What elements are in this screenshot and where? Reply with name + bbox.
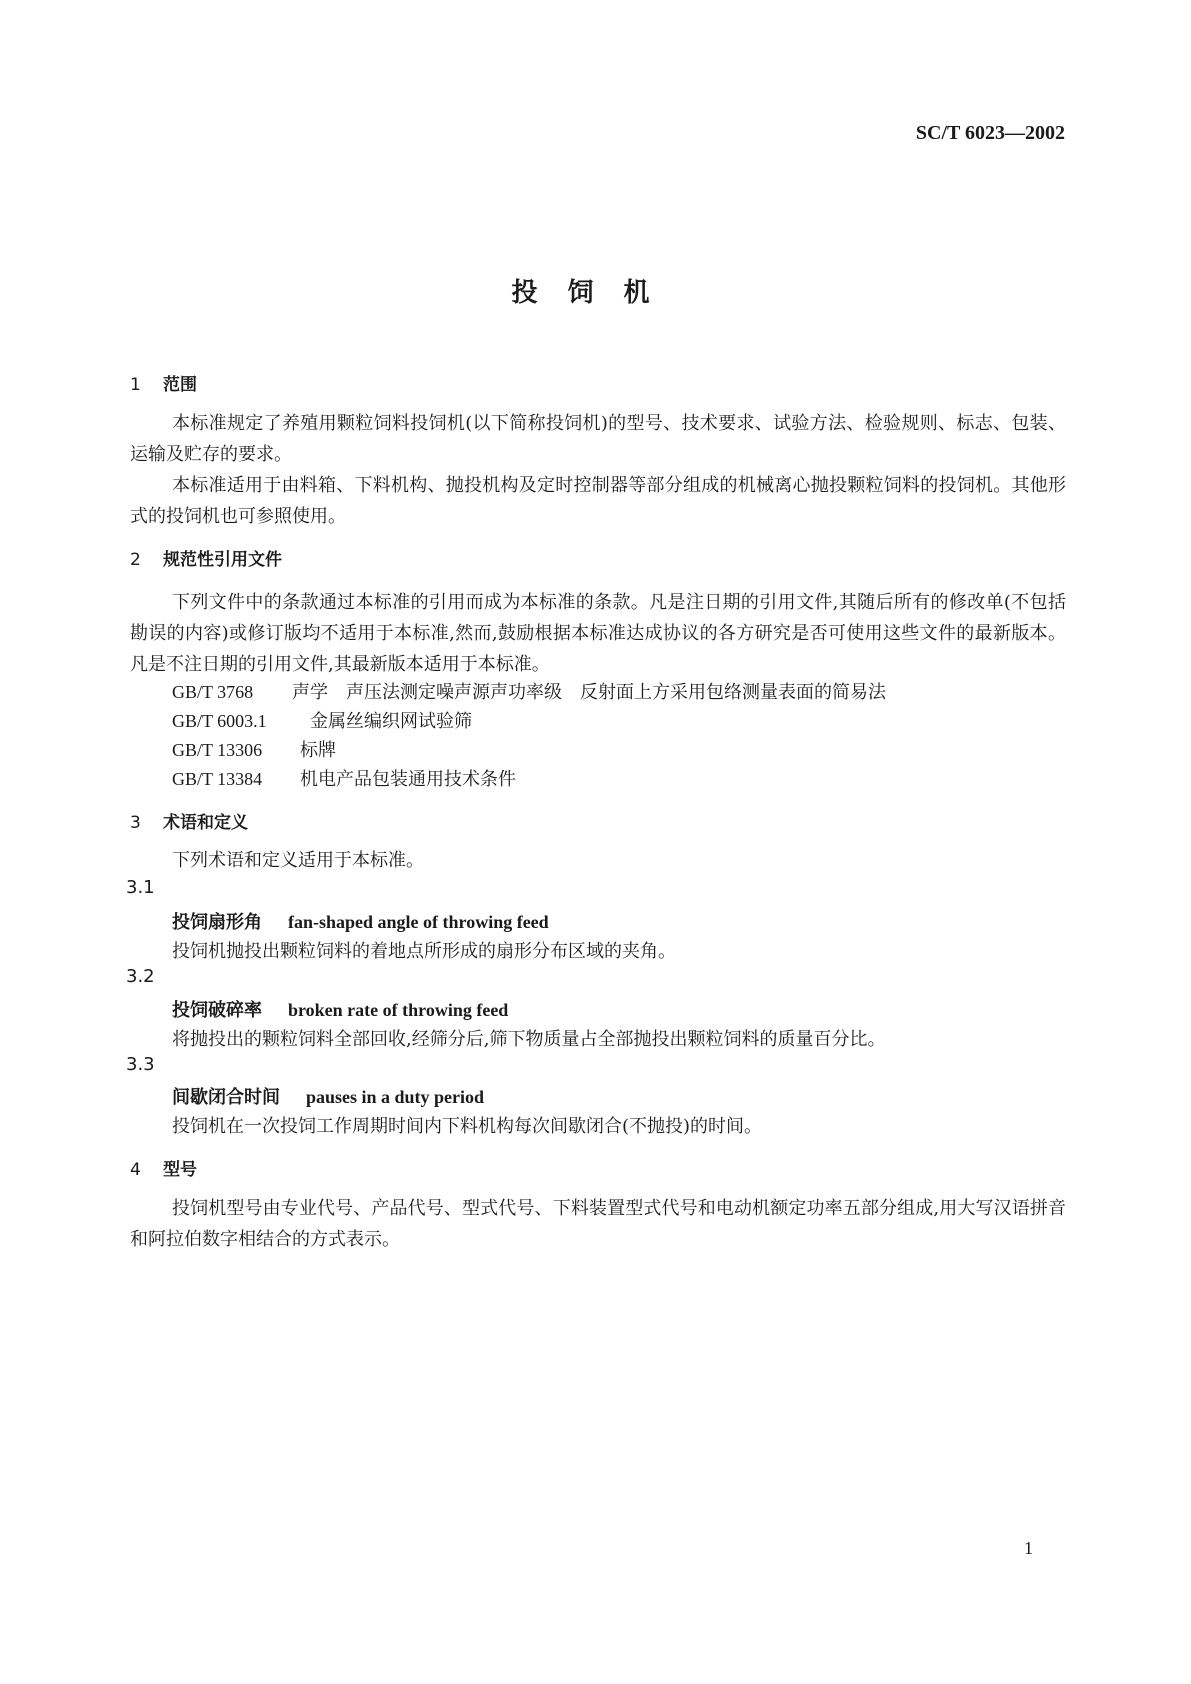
term-heading (172, 1083, 484, 1109)
paragraph: 下列文件中的条款通过本标准的引用而成为本标准的条款。凡是注日期的引用文件,其随后所有的修改单(不包括勘误的内容)或修订版均不适用于本标准,然而,鼓励根据本标准达成协议的各方研究是否可使用这些文件的最新版本。凡是不注日期的引用文件,其最新版本适用于本标准。 (130, 592, 1066, 675)
reference-title: 机电产品包装通用技术条件 (300, 769, 516, 790)
section-number: 4 (130, 1160, 141, 1180)
section-number: 3 (130, 813, 141, 833)
reference-code: GB/T 6003.1 (172, 711, 267, 731)
reference-item (172, 735, 336, 766)
section-title: 型号 (163, 1160, 197, 1180)
paragraph: 本标准适用于由料箱、下料机构、抛投机构及定时控制器等部分组成的机械离心抛投颗粒饲料的投饲机。其他形式的投饲机也可参照使用。 (130, 475, 1066, 527)
reference-title: 声学 声压法测定噪声源声功率级 反射面上方采用包络测量表面的简易法 (292, 682, 886, 703)
reference-title: 金属丝编织网试验筛 (310, 711, 472, 732)
section-heading-model (130, 1155, 197, 1180)
section-title: 范围 (163, 375, 197, 395)
paragraph: 下列术语和定义适用于本标准。 (172, 850, 424, 871)
term-number: 3.2 (126, 966, 155, 987)
term-zh: 间歇闭合时间 (172, 1087, 280, 1108)
paragraph: 投饲机型号由专业代号、产品代号、型式代号、下料装置型式代号和电动机额定功率五部分组成,用大写汉语拼音和阿拉伯数字相结合的方式表示。 (130, 1198, 1066, 1250)
section-number: 2 (130, 550, 141, 570)
reference-code: GB/T 3768 (172, 682, 254, 702)
reference-item (172, 764, 516, 795)
term-number: 3.1 (126, 877, 155, 898)
section-heading-terms (130, 808, 248, 833)
section-heading-scope (130, 370, 197, 395)
term-zh: 投饲扇形角 (172, 912, 262, 933)
section-number: 1 (130, 375, 141, 395)
term-en: broken rate of throwing feed (288, 1000, 509, 1020)
paragraph: 本标准规定了养殖用颗粒饲料投饲机(以下简称投饲机)的型号、技术要求、试验方法、检验规则、标志、包装、运输及贮存的要求。 (130, 413, 1066, 465)
page-title: 投饲机 (511, 278, 680, 308)
reference-code: GB/T 13306 (172, 740, 263, 760)
document-code: SC/T 6023—2002 (915, 122, 1065, 144)
term-definition: 投饲机在一次投饲工作周期时间内下料机构每次间歇闭合(不抛投)的时间。 (172, 1116, 763, 1137)
term-en: fan-shaped angle of throwing feed (288, 912, 549, 932)
term-definition: 将抛投出的颗粒饲料全部回收,经筛分后,筛下物质量占全部抛投出颗粒饲料的质量百分比。 (172, 1029, 886, 1050)
section-title: 术语和定义 (163, 813, 248, 833)
section-title: 规范性引用文件 (163, 550, 282, 570)
term-zh: 投饲破碎率 (172, 1000, 262, 1021)
reference-title: 标牌 (300, 740, 336, 761)
term-heading (172, 908, 549, 934)
term-number: 3.3 (126, 1054, 155, 1075)
reference-item (172, 677, 886, 708)
reference-item (172, 706, 472, 737)
term-definition: 投饲机抛投出颗粒饲料的着地点所形成的扇形分布区域的夹角。 (172, 941, 676, 962)
page-number: 1 (1024, 1538, 1033, 1558)
section-heading-normative-references (130, 545, 282, 570)
term-heading (172, 996, 508, 1022)
reference-code: GB/T 13384 (172, 769, 263, 789)
term-en: pauses in a duty period (306, 1087, 485, 1107)
